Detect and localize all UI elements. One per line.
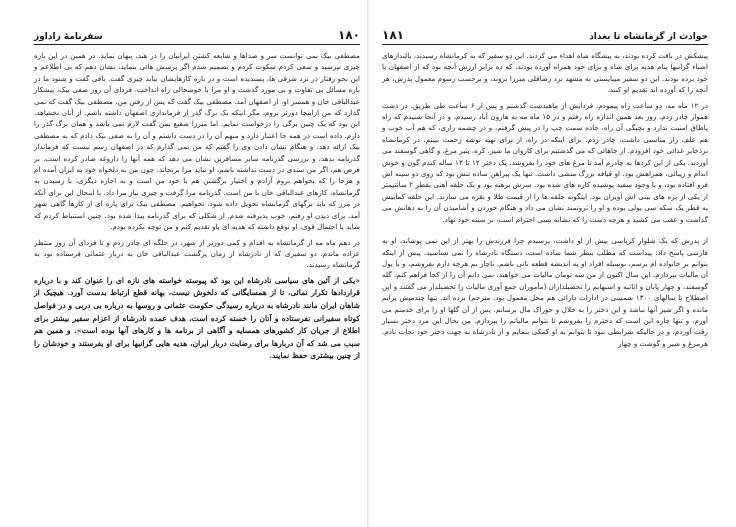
body-paragraph: مصطفی بیک نمی توانست سر و صداها و شایعه کشتن ایرانیان را در هند، پنهان نماید. در همین در این باره چیزی نپرسید و سعی کردم سکوت کردم و تصمیم شدم اگر پرسش هائی بنماید، نشان دهم که بی اطلاعم و این نحو رفتار در نزد شرقی ها، پسندیده است و در باره کارهایشان نباید چیزی گفت. باقی گفت و شنود ما در باره مسائل بی تفاوت و بی مورد گذشت و او مرا با خوشحالی راه انداخت، فردای آن روز صفی بیک، پیشکار عبدالباقی خان و همسر او، از اصفهان آمد. مصطفی بیک گفت که پس از رفتن من، مصطفی بیک گفت که نمی گذارد که من ازاینجا دورتر بروم، مگر اینکه یک برگ گذر از فرمانداری اصفهان داشته باشم. از آنان نخشاهد، این بود که یک چنین برگی را درخواست نمایم. اما میرزا شفیع بمن گفت لازم نمی باشد و همان برگ گذر را دارم. داده است در همه جا اعتبار دارد و منهم آن را در دست داشتم و آن را به صفی بیک دادم که به مصطفی بیک ارائه دهد، و هنگام نشان دادن وی را گفتم که من نمی گذارم که در اصفهان رسم نیست که فرماندار گذرنامه بدهد، و بررسی گذرنامه سایر مسافرین نشان می دهد که همه آنها را داروغه صادر کرده است. بر فرض هم، اگر من سندی در دست نداشته باشم، او نباید مرا برنجاند، چون من به دلخواه خود به ایران آمده ام و هرجا را که بخواهم بروم آزادم و اختیار برگشتن هم با خود من است و به اجازه دیگری، با رسیدن به گرمانشاه، کارهای عبدالباقی خان با من است. گذرنامه مرا گرفت و چیزی نیاز مرا داد. با اینحال این برای آنکه در مرز که باید برگهای گرمانشاه تحویل داده شود، نخواهیم. مصطفی بیک برای پاره ای از کارها گاهی شهر آمد. برای دیدن او رفتم، خوب پذیرفته شدم. از شکلی که برای گذرنامه پیدا شده بود، چنین استنباط کردم که شاید یا احتمال قوی، او توقع داشته که هدیه ای باو تقدیم کنم و من توجه نکرده بودم.: [34, 51, 360, 232]
running-title: سفرنامهٔ زاداوز: [34, 32, 103, 42]
quoted-paragraph: «یکی از آئین های سیاسی نادرشاه این بود که پیوسته خواسته های نازه ای را عنوان کند و با درباره قراردادها تکرار نمائی، تا از همسایگانی که دلخوش نیست، بهانه قطع ارتباط بدست آورد. هیچیک از شاهان ایران مانند نادرشاه به درباره رسیدگی حکومت عثمانی و روسها به درباره بی دربی و در فواصل کوتاه سفیرانی نفرستاده و آنان را خسته کرده است، هدف عمده نادرشاه از اعزام سفیر بیشتر برای اطلاع از جریان کار کشورهای همسایه و آگاهی از برنامه ها و کارهای آنها بوده است». و همین هم سبب می شد که آن دربارها برای رضایت دربار ایران، هدیه هایی گرانبها برای او بفرستند و خودشان را از چنین بیشتری حفظ نمایند.: [34, 275, 360, 361]
left-page-header: [34, 26, 360, 45]
right-page-header: [382, 26, 708, 45]
body-paragraph: در دهم ماه مه از گرمانشاه به اقدام و کمی دورتر از شهر، در جلگه ای چادر زدم و تا فردای آن روز منتظر عزاده ماندم. دو سفیری که از نادرشاه از زمان پرگشت عبدالباقی خان به دربار عثمانی فرستاده بود به گرمانشاه رسیدند.: [34, 237, 360, 270]
right-page: [368, 0, 736, 527]
body-paragraph: در ۱۲ ماه مه، دو ساعت راه پیمودم. فردایش از ماهیدشت گذشتم و پس از ۶ ساعت طی طریق، در دشت هموار چادر زدم. روز بعد همین اندازه راه رفتم و در ۱۵ ماه مه به هارون آباد رسیدم، و در آنجا شنیدم که راه پاطاق امنیت ندارد و بچیگی آن راه، جاده سمت چپ را در پیش گرفتم، و در چشمه زاری، که هم آب خوب و هم علف زار مناسبی داشت، چادر زدم. برای اینکه در راه، از برای تهیه توشه زحمت نبینم، در کرمانشاه برذخایر غذائی خود افزودم. از جاهائی که می گذشتیم برای کاروان ما شیر، کره، پنیر مرغ، و گاهی گوسفند می آوردند. یکی از این کردها به چادرم آمد تا مرغ های خود را بفروشد. یک دختر ۱۲ تا ۱۳ ساله کندم گون و خوش اندام و زیبائی، همراهش بود. او قیافه بزرگ منشی داشت. تنها یک پیراهن ساده تنش بود که روی دو سینه اش فرو افتاده بود، و با وجود سفید پوشیده کاره های شده بود. سرش برهنه بود و یک حلقه آهنی بقطر ۲ سانتیمتر از یکی از پره های بینی اش آویزان بود. اینگونه حلقه ها را از قیمت طلا و نقره می سازند. این حلقه کمابیش به قطر یک سکه سی پولی بوده و او را ثروتمند نشان می داد و هنگام خوردن و آشامیدن آن را به دهانش می گذاشت و عقب می کشید و هرچه دست را که نشانه بسی احترام است، بر سینه خود نهاد.: [382, 100, 709, 224]
page-number: ۱۸۰: [338, 28, 360, 42]
page-number: ۱۸۱: [382, 28, 404, 42]
body-paragraph: از پدرش که یک شلوار کرباسی بیش از او داشت، پرسیدم چرا فرزندش را بهتر از این نمی پوشاند، او به فارسی پاسخ داد: پیداست که مطلب بنظر شما ساده است، دستگاه نادرشاه را نمی شناسید. پیش از اینکه بتوانم بر خانواده ام برسم، بوسیله افراد او به اندیشه قطعه نانی باشم. ناچار بم هرچه دارم بفروشم، و با پول آن مالیات بپردازم. این سال اکنون از من سه تومان مالیات می خواهند، نمی دانم آن را از کجا فراهم کنم. گله گوسفند، و چهار پابان و اثاثیه و اسبهایم را تحصیلداران (مأموران جمع آوری مالیات را تحصیلدار می گفتند و این اصطلاح تا سالهای ۱۳۰۰ شمسی در ادارات دارائی هم محل معمول بود. مترجم) برده اند. تنها چندمیش برایم مانده و اگر شیر آنها نباشد و این دختر را به حلال و خوراک مال برسانم، پس از آن گلها او را برای خدمتم می آورم، و تنها چاره این است که دخترم را بفروشم تا بتوانم مالیاتم را بپردازم. من بحال این مرد دختر بسیار رقت آوردم، و در حالیکه شرایطی نبود تا بتوانم به او کمکی بنمایم و از نادرشاه به جهت دختر خود تجات نادم. هرمرغ و شیر و گوشت و چهار: [382, 236, 708, 348]
running-title: حوادث از گرمانشاه تا بغداد: [589, 32, 708, 42]
body-paragraph: پیشکش در بافت کرده بودند، به پیشگاه شاه اهداء می کردند. این دو سفیر که به کرمانشاه رسیدند، بالندازهای اشیاء گرانبها پنام هدیه برای شاه و برای خود همراه آورده بودند، که ده برابر ارزش آنچه بود که از اصفهان با خود برده بودند. این دو سفیر میبایستی به مشهد نزد رضاقلی میرزا بروند، و برحسب رسوم معمول پدرش، هر آنچه را که آورده اند تقدیم او کنند.: [382, 51, 708, 95]
